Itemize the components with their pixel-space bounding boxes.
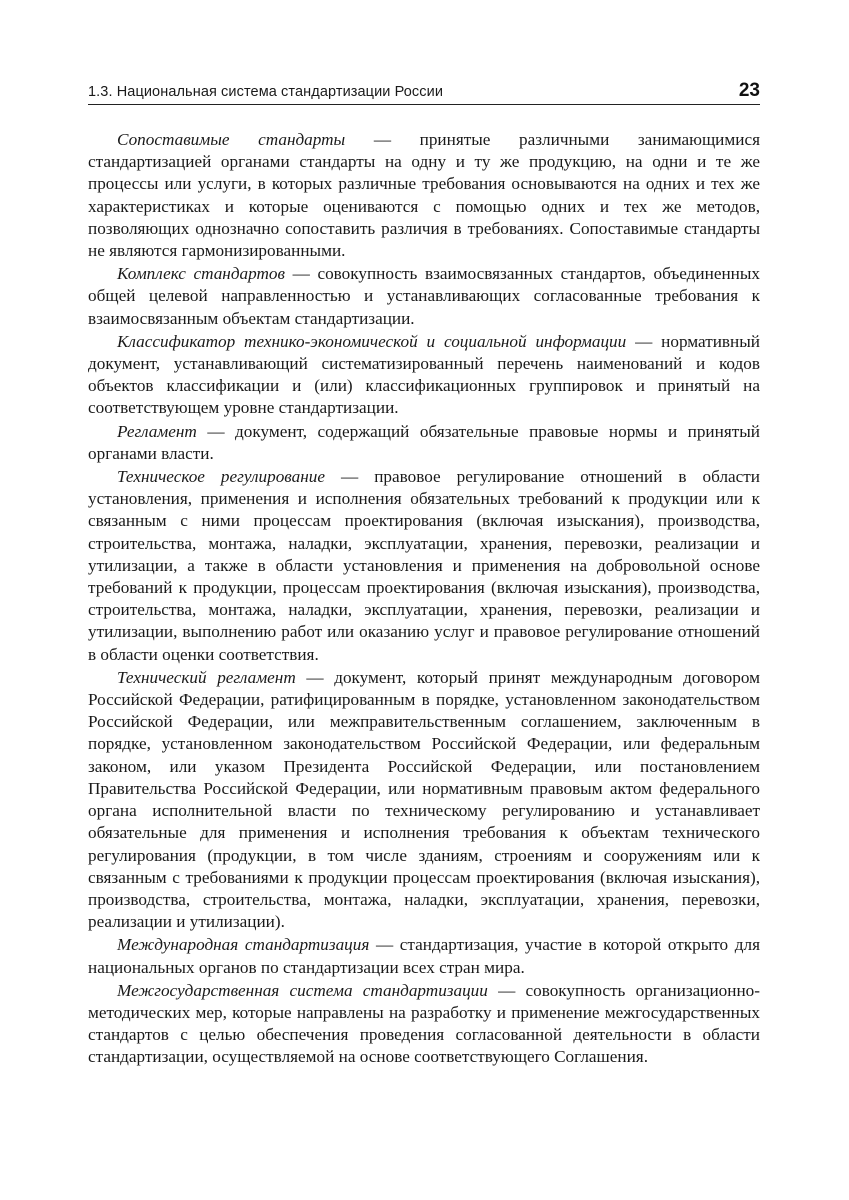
definition-text: — правовое регулирование отношений в области установления, применения и исполнения обязательных требований к продукции или к связанным с ними процессам проектирования (включая изыскания), производства, строительства, монтажа, наладки, эксплуатации, хранения, перевозки, реализации и утилизации, а также в области установления и применения на добровольной основе требований к продукции, процессам проектирования (включая изыскания), производства, строительства, монтажа, наладки, эксплуатации, хранения, перевозки, реализации и утилизации, выполнению работ или оказанию услуг и правовое регулирование отношений в области оценки соответствия. (88, 467, 760, 664)
definition-paragraph (88, 263, 760, 330)
definition-paragraph (88, 331, 760, 420)
defined-term: Комплекс стандартов (117, 264, 285, 284)
defined-term: Межгосударственная система стандартизации (117, 980, 488, 1000)
definition-paragraph (88, 980, 760, 1069)
section-title: 1.3. Национальная система стандартизации России (88, 84, 444, 100)
defined-term: Регламент (117, 421, 197, 441)
definition-text: — нормативный документ, устанавливающий систематизированный перечень наименований и кодов объектов классификации и (или) классификационных группировок и принятый на соответствующем уровне стандартизации. (88, 331, 760, 418)
defined-term: Классификатор технико-экономической и социальной информации (117, 331, 627, 351)
definition-paragraph (88, 934, 760, 978)
defined-term: Технический регламент (117, 667, 296, 687)
defined-term: Международная стандартизация (117, 935, 370, 955)
definition-text: — принятые различными занимающимися стандартизацией органами стандарты на одну и ту же продукцию, на одни и те же процессы или услуги, в которых различные требования основываются на одних и тех же характеристиках и которые оцениваются с помощью одних и тех же методов, позволяющих однозначно сопоставить различия в требованиях. Сопоставимые стандарты не являются гармонизированными. (88, 130, 760, 261)
definition-paragraph (88, 667, 760, 933)
book-page (88, 76, 760, 1070)
definition-text: — документ, который принят международным договором Российской Федерации, ратифицированным в порядке, установленном законодательством Российской Федерации, или межправительственным соглашением, заключенным в порядке, установленном законодательством Российской Федерации, или федеральным законом, или указом Президента Российской Федерации, или постановлением Правительства Российской Федерации, или нормативным правовым актом федерального органа исполнительной власти по техническому регулированию и устанавливает обязательные для применения и исполнения требования к объектам технического регулирования (продукции, в том числе зданиям, строениям и сооружениям или к связанным с требованиями к продукции процессам проектирования (включая изыскания), производства, строительства, монтажа, наладки, эксплуатации, хранения, перевозки, реализации и утилизации). (88, 667, 760, 932)
definition-paragraph (88, 421, 760, 465)
definition-text: — совокупность взаимосвязанных стандартов, объединенных общей целевой направленностью и устанавливающих согласованные требования к взаимосвязанным объектам стандартизации. (88, 264, 760, 328)
defined-term: Техническое регулирование (117, 467, 325, 487)
defined-term: Сопоставимые стандарты (117, 130, 346, 149)
definition-text: — документ, содержащий обязательные правовые нормы и принятый органами власти. (88, 421, 760, 463)
definition-text: — совокупность организационно-методических мер, которые направлены на разработку и применение межгосударственных стандартов с целью обеспечения проведения согласованной деятельности в области стандартизации, осуществляемой на основе соответствующего Соглашения. (88, 980, 760, 1067)
definition-paragraph (88, 466, 760, 666)
running-header (88, 76, 760, 105)
definition-paragraph (88, 129, 760, 262)
page-number: 23 (738, 80, 760, 101)
definition-text: — стандартизация, участие в которой открыто для национальных органов по стандартизации всех стран мира. (88, 935, 760, 977)
body-text (88, 129, 760, 1069)
